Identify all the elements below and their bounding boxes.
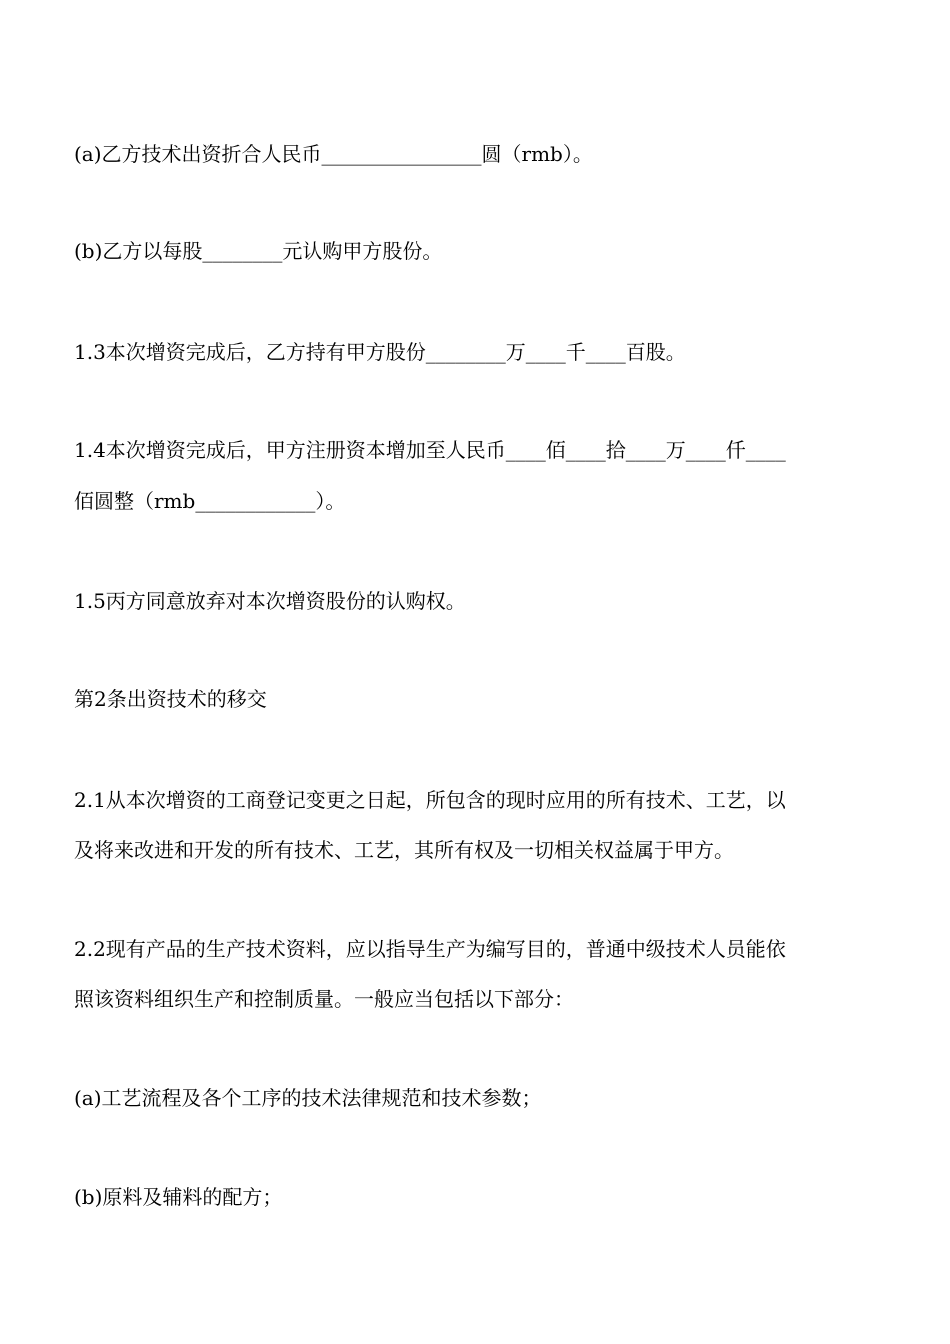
clause-2-2-line-2: 照该资料组织生产和控制质量。一般应当包括以下部分： [74,987,574,1011]
para-b-share-price: (b)乙方以每股________元认购甲方股份。 [74,239,443,263]
clause-1-3: 1.3本次增资完成后，乙方持有甲方股份________万____千____百股。 [74,340,686,364]
article-2-heading: 第2条出资技术的移交 [74,687,267,711]
para-a-tech-contribution-value: (a)乙方技术出资折合人民币________________圆（rmb）。 [74,142,593,166]
clause-1-5: 1.5丙方同意放弃对本次增资股份的认购权。 [74,589,466,613]
clause-2-1-line-2: 及将来改进和开发的所有技术、工艺，其所有权及一切相关权益属于甲方。 [74,838,734,862]
item-a-process-flow: (a)工艺流程及各个工序的技术法律规范和技术参数； [74,1086,542,1110]
clause-2-2-line-1: 2.2现有产品的生产技术资料，应以指导生产为编写目的，普通中级技术人员能依 [74,937,786,961]
clause-1-4-line-1: 1.4本次增资完成后，甲方注册资本增加至人民币____佰____拾____万____仟____ [74,438,786,462]
item-b-formula: (b)原料及辅料的配方； [74,1185,283,1209]
clause-2-1-line-1: 2.1从本次增资的工商登记变更之日起，所包含的现时应用的所有技术、工艺，以 [74,788,786,812]
clause-1-4-line-2: 佰圆整（rmb____________）。 [74,489,346,513]
